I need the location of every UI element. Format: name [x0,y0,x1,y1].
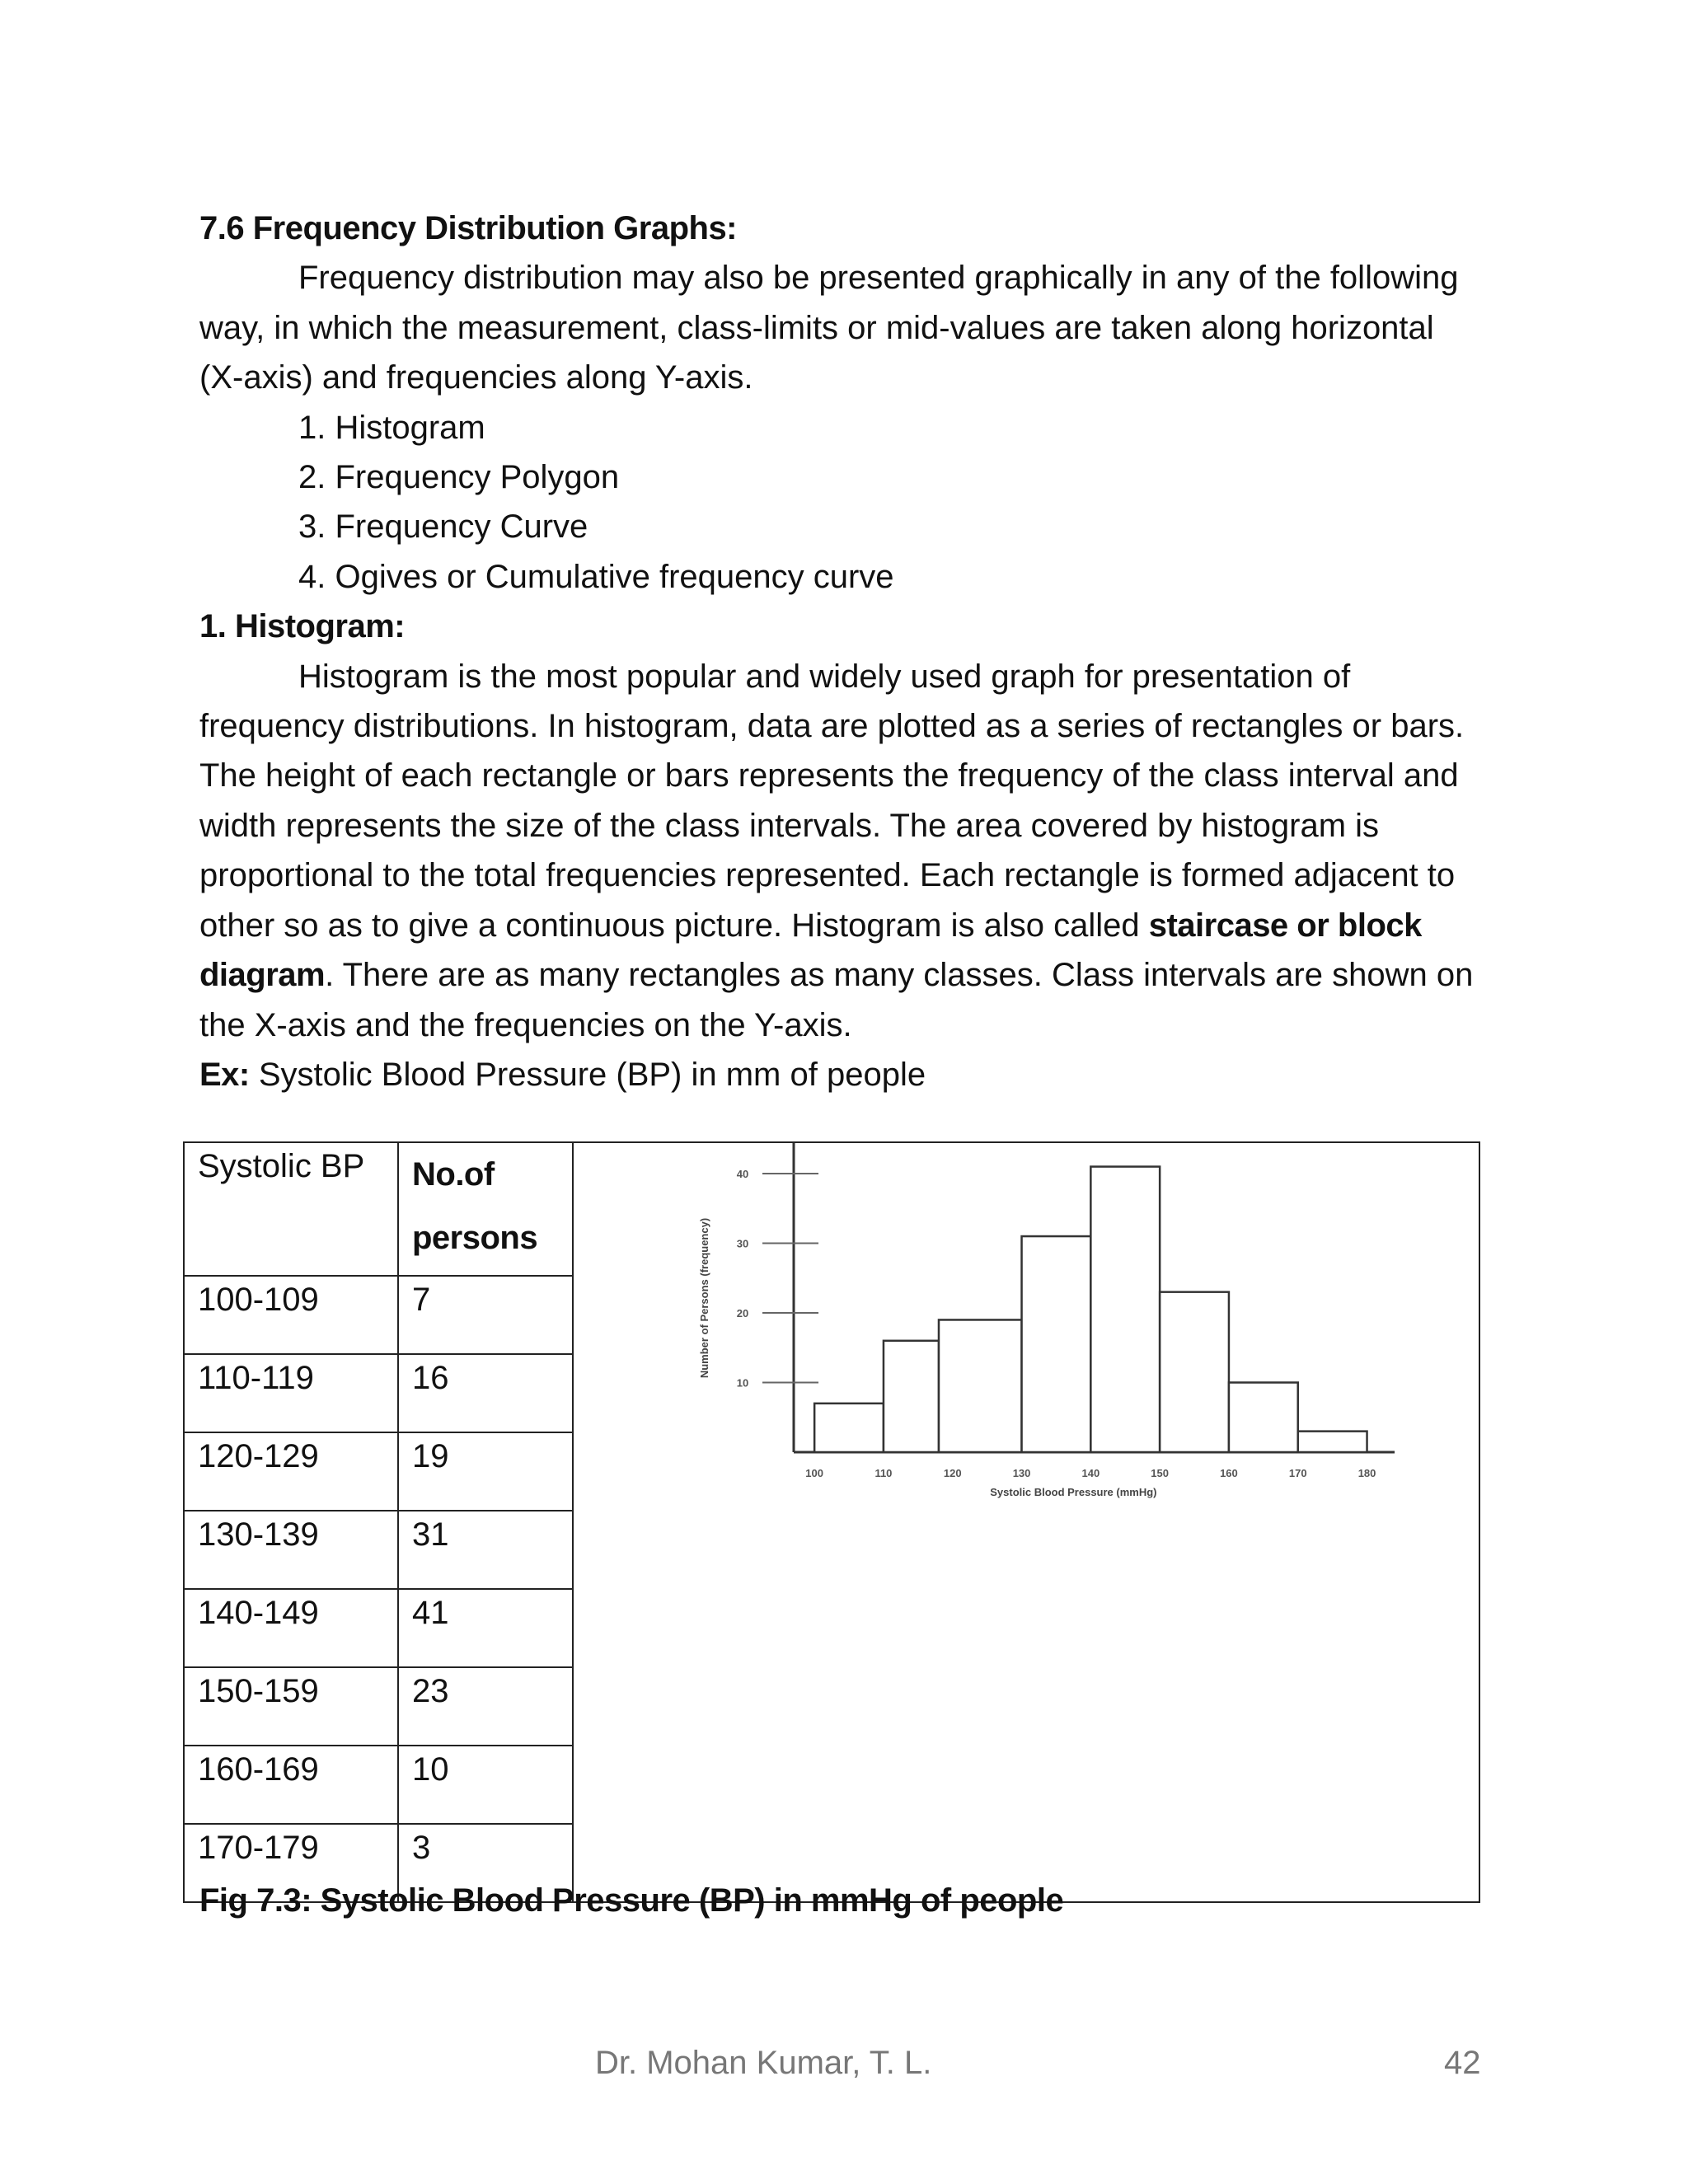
y-axis-title: Number of Persons (frequency) [698,1217,710,1379]
y-tick-label: 10 [736,1376,749,1390]
row-count: 41 [398,1589,573,1667]
row-count: 3 [398,1824,573,1902]
histogram-chart-cell [573,1142,1479,1902]
histogram-bar [814,1404,884,1452]
histogram-line-5: proportional to the total frequencies represented. Each rectangle is formed adjacent to [199,857,1456,894]
row-count: 10 [398,1746,573,1824]
col-header-persons-line1: No.of [412,1156,495,1193]
page-number: 42 [1444,2045,1481,2081]
x-tick-label: 100 [805,1467,823,1479]
histogram-bar [939,1319,1022,1452]
x-tick-label: 180 [1357,1467,1376,1479]
intro-line-2: way, in which the measurement, class-limits or mid-values are taken along horizontal [199,309,1434,346]
row-range: 100-109 [184,1276,398,1354]
histogram-bar [1160,1292,1229,1452]
col-header-systolic-bp: Systolic BP [184,1142,398,1276]
histogram-line-6-text: other so as to give a continuous picture. Histogram is also called [199,907,1149,944]
x-tick-label: 140 [1081,1467,1100,1479]
x-tick-label: 110 [874,1467,893,1479]
x-axis-title: Systolic Blood Pressure (mmHg) [990,1486,1157,1498]
footer-author: Dr. Mohan Kumar, T. L. [595,2045,932,2081]
histogram-line-2: frequency distributions. In histogram, data are plotted as a series of rectangles or bars. [199,708,1465,745]
example-line [199,1050,1490,1099]
row-range: 120-129 [184,1432,398,1511]
histogram-line-1: Histogram is the most popular and widely used graph for presentation of [298,658,1351,695]
row-range: 170-179 [184,1824,398,1902]
bold-term-diagram: diagram [199,957,326,994]
bp-table [183,1141,1480,1903]
histogram-bar [1298,1432,1367,1452]
histogram-line-8: the X-axis and the frequencies on the Y-axis. [199,1006,852,1043]
row-range: 160-169 [184,1746,398,1824]
y-tick-label: 20 [736,1307,749,1319]
histogram-bar [1090,1167,1160,1452]
x-tick-label: 120 [943,1467,962,1479]
histogram-heading: 1. Histogram: [199,608,406,645]
x-tick-label: 150 [1151,1467,1169,1479]
x-tick-label: 170 [1288,1467,1307,1479]
section-heading: 7.6 Frequency Distribution Graphs: [199,210,738,246]
example-text: Systolic Blood Pressure (BP) in mm of people [249,1056,926,1093]
histogram-chart [574,1143,1507,1885]
example-label: Ex: [199,1056,250,1093]
histogram-line-4: width represents the size of the class intervals. The area covered by histogram is [199,807,1380,844]
bold-term-staircase: staircase or block [1148,907,1422,944]
histogram-line-7-text: . There are as many rectangles as many classes. Class intervals are shown on [325,957,1474,994]
col-header-persons [398,1142,573,1276]
histogram-bar [884,1341,939,1452]
row-count: 7 [398,1276,573,1354]
row-count: 19 [398,1432,573,1511]
y-tick-label: 30 [736,1237,749,1250]
histogram-line-6 [199,901,1490,950]
row-range: 130-139 [184,1511,398,1589]
figure-caption: Fig 7.3: Systolic Blood Pressure (BP) in mmHg of people [199,1882,1064,1919]
row-count: 23 [398,1667,573,1746]
histogram-line-7 [199,950,1490,1000]
intro-line-3: (X-axis) and frequencies along Y-axis. [199,359,753,396]
x-tick-label: 160 [1220,1467,1238,1479]
histogram-bar [1022,1236,1091,1452]
x-tick-label: 130 [1012,1467,1031,1479]
histogram-line-3: The height of each rectangle or bars represents the frequency of the class interval and [199,757,1459,794]
col-header-persons-line2: persons [412,1220,538,1256]
page-content [199,204,1490,1099]
row-range: 110-119 [184,1354,398,1432]
row-count: 16 [398,1354,573,1432]
histogram-bar [1229,1383,1298,1453]
list-item-frequency-curve: 3. Frequency Curve [298,509,588,546]
list-item-ogives: 4. Ogives or Cumulative frequency curve [298,558,894,595]
y-tick-label: 40 [736,1168,749,1180]
row-range: 150-159 [184,1667,398,1746]
list-item-histogram: 1. Histogram [298,409,485,446]
list-item-frequency-polygon: 2. Frequency Polygon [298,459,620,496]
row-range: 140-149 [184,1589,398,1667]
intro-line-1: Frequency distribution may also be presented graphically in any of the following [298,260,1459,297]
table-header-row [184,1142,1479,1276]
row-count: 31 [398,1511,573,1589]
